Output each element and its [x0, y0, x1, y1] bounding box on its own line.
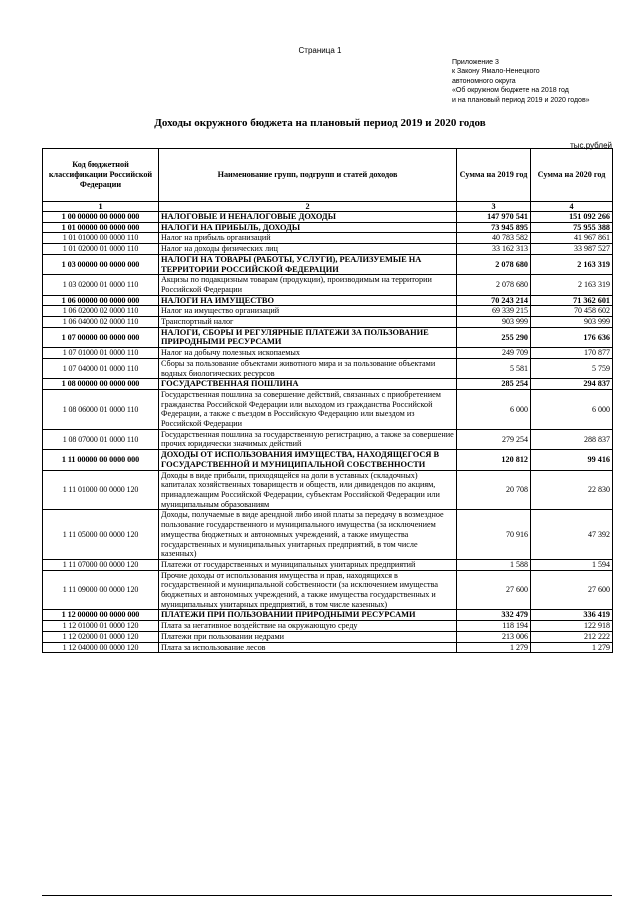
table-row: [43, 244, 613, 255]
row-code: 1 08 00000 00 0000 000: [43, 379, 159, 390]
row-sum-2019: 33 162 313: [457, 244, 531, 255]
row-sum-2019: 70 243 214: [457, 295, 531, 306]
table-row: [43, 327, 613, 347]
column-number: 4: [531, 202, 613, 212]
row-name: НАЛОГИ НА ИМУЩЕСТВО: [159, 295, 457, 306]
table-row: [43, 429, 613, 449]
row-sum-2020: 212 222: [531, 631, 613, 642]
row-code: 1 12 04000 00 0000 120: [43, 642, 159, 653]
row-name: Доходы в виде прибыли, приходящейся на доли в уставных (складочных) капиталах хозяйственных товариществ и обществ, или дивидендов по акциям, принадлежащим Российской Федерации, субъектам Российской Федерации или муниципальным образованиям: [159, 470, 457, 510]
row-sum-2019: 120 812: [457, 450, 531, 470]
table-row: [43, 621, 613, 632]
row-code: 1 07 04000 01 0000 110: [43, 358, 159, 378]
row-sum-2020: 176 636: [531, 327, 613, 347]
row-code: 1 12 00000 00 0000 000: [43, 610, 159, 621]
table-row: [43, 631, 613, 642]
row-sum-2019: 249 709: [457, 348, 531, 359]
header-sum-2020: Сумма на 2020 год: [531, 149, 613, 202]
row-sum-2019: 1 279: [457, 642, 531, 653]
units-label: тыс.рублей: [570, 141, 612, 150]
table-row: [43, 642, 613, 653]
annex-block: [452, 58, 636, 105]
row-name: Государственная пошлина за совершение действий, связанных с приобретением гражданства Российской Федерации или выходом из гражданства Российской Федерации, а также с въездом в Российскую Федерацию или выездом из Российской Федерации: [159, 389, 457, 429]
row-sum-2019: 6 000: [457, 389, 531, 429]
row-name: ПЛАТЕЖИ ПРИ ПОЛЬЗОВАНИИ ПРИРОДНЫМИ РЕСУРСАМИ: [159, 610, 457, 621]
row-sum-2020: 122 918: [531, 621, 613, 632]
annex-line: автономного округа: [452, 77, 516, 85]
table-row: [43, 317, 613, 328]
row-sum-2020: 75 955 388: [531, 222, 613, 233]
row-name: Налог на добычу полезных ископаемых: [159, 348, 457, 359]
table-row: [43, 450, 613, 470]
row-sum-2019: 2 078 680: [457, 275, 531, 295]
row-sum-2020: 288 837: [531, 429, 613, 449]
row-sum-2020: 47 392: [531, 510, 613, 560]
row-code: 1 06 00000 00 0000 000: [43, 295, 159, 306]
row-name: НАЛОГИ НА ТОВАРЫ (РАБОТЫ, УСЛУГИ), РЕАЛИЗУЕМЫЕ НА ТЕРРИТОРИИ РОССИЙСКОЙ ФЕДЕРАЦИИ: [159, 254, 457, 274]
row-sum-2019: 332 479: [457, 610, 531, 621]
document-title: Доходы окружного бюджета на плановый период 2019 и 2020 годов: [154, 117, 486, 129]
row-code: 1 03 00000 00 0000 000: [43, 254, 159, 274]
row-sum-2019: 147 970 541: [457, 212, 531, 223]
table-row: [43, 470, 613, 510]
row-name: Плата за использование лесов: [159, 642, 457, 653]
page-bottom-edge: [42, 895, 612, 896]
row-code: 1 01 00000 00 0000 000: [43, 222, 159, 233]
annex-line: к Закону Ямало-Ненецкого: [452, 68, 540, 76]
row-code: 1 07 01000 01 0000 110: [43, 348, 159, 359]
row-name: Сборы за пользование объектами животного мира и за пользование объектами водных биологических ресурсов: [159, 358, 457, 378]
header-code: Код бюджетной классификации Российской Федерации: [43, 149, 159, 202]
revenue-table: [42, 148, 613, 653]
row-name: Прочие доходы от использования имущества и прав, находящихся в государственной и муниципальной собственности (за исключением имущества бюджетных и автономных учреждений, а также имущества государственных и муниципальных унитарных предприятий, в том числе казенных): [159, 570, 457, 610]
column-number: 1: [43, 202, 159, 212]
table-row: [43, 358, 613, 378]
row-sum-2020: 22 830: [531, 470, 613, 510]
column-number: 2: [159, 202, 457, 212]
row-name: Платежи от государственных и муниципальных унитарных предприятий: [159, 559, 457, 570]
row-code: 1 01 01000 00 0000 110: [43, 233, 159, 244]
row-sum-2020: 1 594: [531, 559, 613, 570]
row-sum-2019: 2 078 680: [457, 254, 531, 274]
annex-line: Приложение 3: [452, 59, 499, 66]
row-sum-2020: 71 362 601: [531, 295, 613, 306]
table-row: [43, 306, 613, 317]
table-row: [43, 233, 613, 244]
row-sum-2020: 5 759: [531, 358, 613, 378]
row-code: 1 11 09000 00 0000 120: [43, 570, 159, 610]
table-row: [43, 379, 613, 390]
row-code: 1 00 00000 00 0000 000: [43, 212, 159, 223]
header-name: Наименование групп, подгрупп и статей доходов: [159, 149, 457, 202]
row-code: 1 08 07000 01 0000 110: [43, 429, 159, 449]
row-sum-2020: 2 163 319: [531, 254, 613, 274]
row-sum-2020: 903 999: [531, 317, 613, 328]
row-code: 1 06 04000 02 0000 110: [43, 317, 159, 328]
row-code: 1 12 02000 01 0000 120: [43, 631, 159, 642]
row-code: 1 06 02000 02 0000 110: [43, 306, 159, 317]
row-code: 1 11 01000 00 0000 120: [43, 470, 159, 510]
row-name: Налог на имущество организаций: [159, 306, 457, 317]
table-row: [43, 295, 613, 306]
row-sum-2019: 20 708: [457, 470, 531, 510]
row-code: 1 11 00000 00 0000 000: [43, 450, 159, 470]
row-sum-2019: 40 783 582: [457, 233, 531, 244]
row-name: Доходы, получаемые в виде арендной либо иной платы за передачу в возмездное пользование государственного и муниципального имущества (за исключением имущества бюджетных и автономных учреждений, а также имущества государственных и муниципальных унитарных предприятий, в том числе казенных): [159, 510, 457, 560]
row-sum-2019: 213 006: [457, 631, 531, 642]
row-sum-2020: 1 279: [531, 642, 613, 653]
row-sum-2019: 285 254: [457, 379, 531, 390]
row-sum-2020: 99 416: [531, 450, 613, 470]
row-sum-2019: 5 581: [457, 358, 531, 378]
row-sum-2020: 27 600: [531, 570, 613, 610]
row-sum-2020: 2 163 319: [531, 275, 613, 295]
table-row: [43, 212, 613, 223]
row-name: НАЛОГИ, СБОРЫ И РЕГУЛЯРНЫЕ ПЛАТЕЖИ ЗА ПОЛЬЗОВАНИЕ ПРИРОДНЫМИ РЕСУРСАМИ: [159, 327, 457, 347]
table-row: [43, 275, 613, 295]
row-sum-2019: 255 290: [457, 327, 531, 347]
row-sum-2020: 170 877: [531, 348, 613, 359]
row-sum-2019: 118 194: [457, 621, 531, 632]
row-sum-2020: 33 987 527: [531, 244, 613, 255]
table-row: [43, 570, 613, 610]
row-name: Плата за негативное воздействие на окружающую среду: [159, 621, 457, 632]
column-number: 3: [457, 202, 531, 212]
annex-line: «Об окружном бюджете на 2018 год: [452, 87, 569, 95]
row-sum-2019: 69 339 215: [457, 306, 531, 317]
page-label: Страница 1: [298, 46, 342, 55]
table-row: [43, 610, 613, 621]
row-code: 1 11 07000 00 0000 120: [43, 559, 159, 570]
row-sum-2019: 1 588: [457, 559, 531, 570]
row-sum-2019: 903 999: [457, 317, 531, 328]
row-name: ГОСУДАРСТВЕННАЯ ПОШЛИНА: [159, 379, 457, 390]
row-code: 1 08 06000 01 0000 110: [43, 389, 159, 429]
row-sum-2020: 336 419: [531, 610, 613, 621]
table-row: [43, 254, 613, 274]
row-name: Акцизы по подакцизным товарам (продукции), производимым на территории Российской Федерации: [159, 275, 457, 295]
table-row: [43, 559, 613, 570]
row-name: Налог на доходы физических лиц: [159, 244, 457, 255]
table-row: [43, 389, 613, 429]
row-name: НАЛОГОВЫЕ И НЕНАЛОГОВЫЕ ДОХОДЫ: [159, 212, 457, 223]
row-name: Транспортный налог: [159, 317, 457, 328]
table-row: [43, 222, 613, 233]
row-sum-2019: 279 254: [457, 429, 531, 449]
row-sum-2020: 41 967 861: [531, 233, 613, 244]
row-sum-2019: 70 916: [457, 510, 531, 560]
row-name: Налог на прибыль организаций: [159, 233, 457, 244]
row-code: 1 01 02000 01 0000 110: [43, 244, 159, 255]
row-name: Платежи при пользовании недрами: [159, 631, 457, 642]
table-row: [43, 348, 613, 359]
table-row: [43, 510, 613, 560]
table-body: [43, 212, 613, 653]
row-sum-2020: 6 000: [531, 389, 613, 429]
row-code: 1 03 02000 01 0000 110: [43, 275, 159, 295]
row-sum-2019: 27 600: [457, 570, 531, 610]
row-sum-2020: 294 837: [531, 379, 613, 390]
row-name: Государственная пошлина за государственную регистрацию, а также за совершение прочих юридически значимых действий: [159, 429, 457, 449]
header-sum-2019: Сумма на 2019 год: [457, 149, 531, 202]
row-name: ДОХОДЫ ОТ ИСПОЛЬЗОВАНИЯ ИМУЩЕСТВА, НАХОДЯЩЕГОСЯ В ГОСУДАРСТВЕННОЙ И МУНИЦИПАЛЬНОЙ СОБСТВЕННОСТИ: [159, 450, 457, 470]
row-sum-2020: 70 458 602: [531, 306, 613, 317]
row-code: 1 07 00000 00 0000 000: [43, 327, 159, 347]
annex-line: и на плановый период 2019 и 2020 годов»: [452, 96, 590, 104]
row-name: НАЛОГИ НА ПРИБЫЛЬ, ДОХОДЫ: [159, 222, 457, 233]
row-code: 1 12 01000 01 0000 120: [43, 621, 159, 632]
row-sum-2019: 73 945 895: [457, 222, 531, 233]
row-code: 1 11 05000 00 0000 120: [43, 510, 159, 560]
row-sum-2020: 151 092 266: [531, 212, 613, 223]
